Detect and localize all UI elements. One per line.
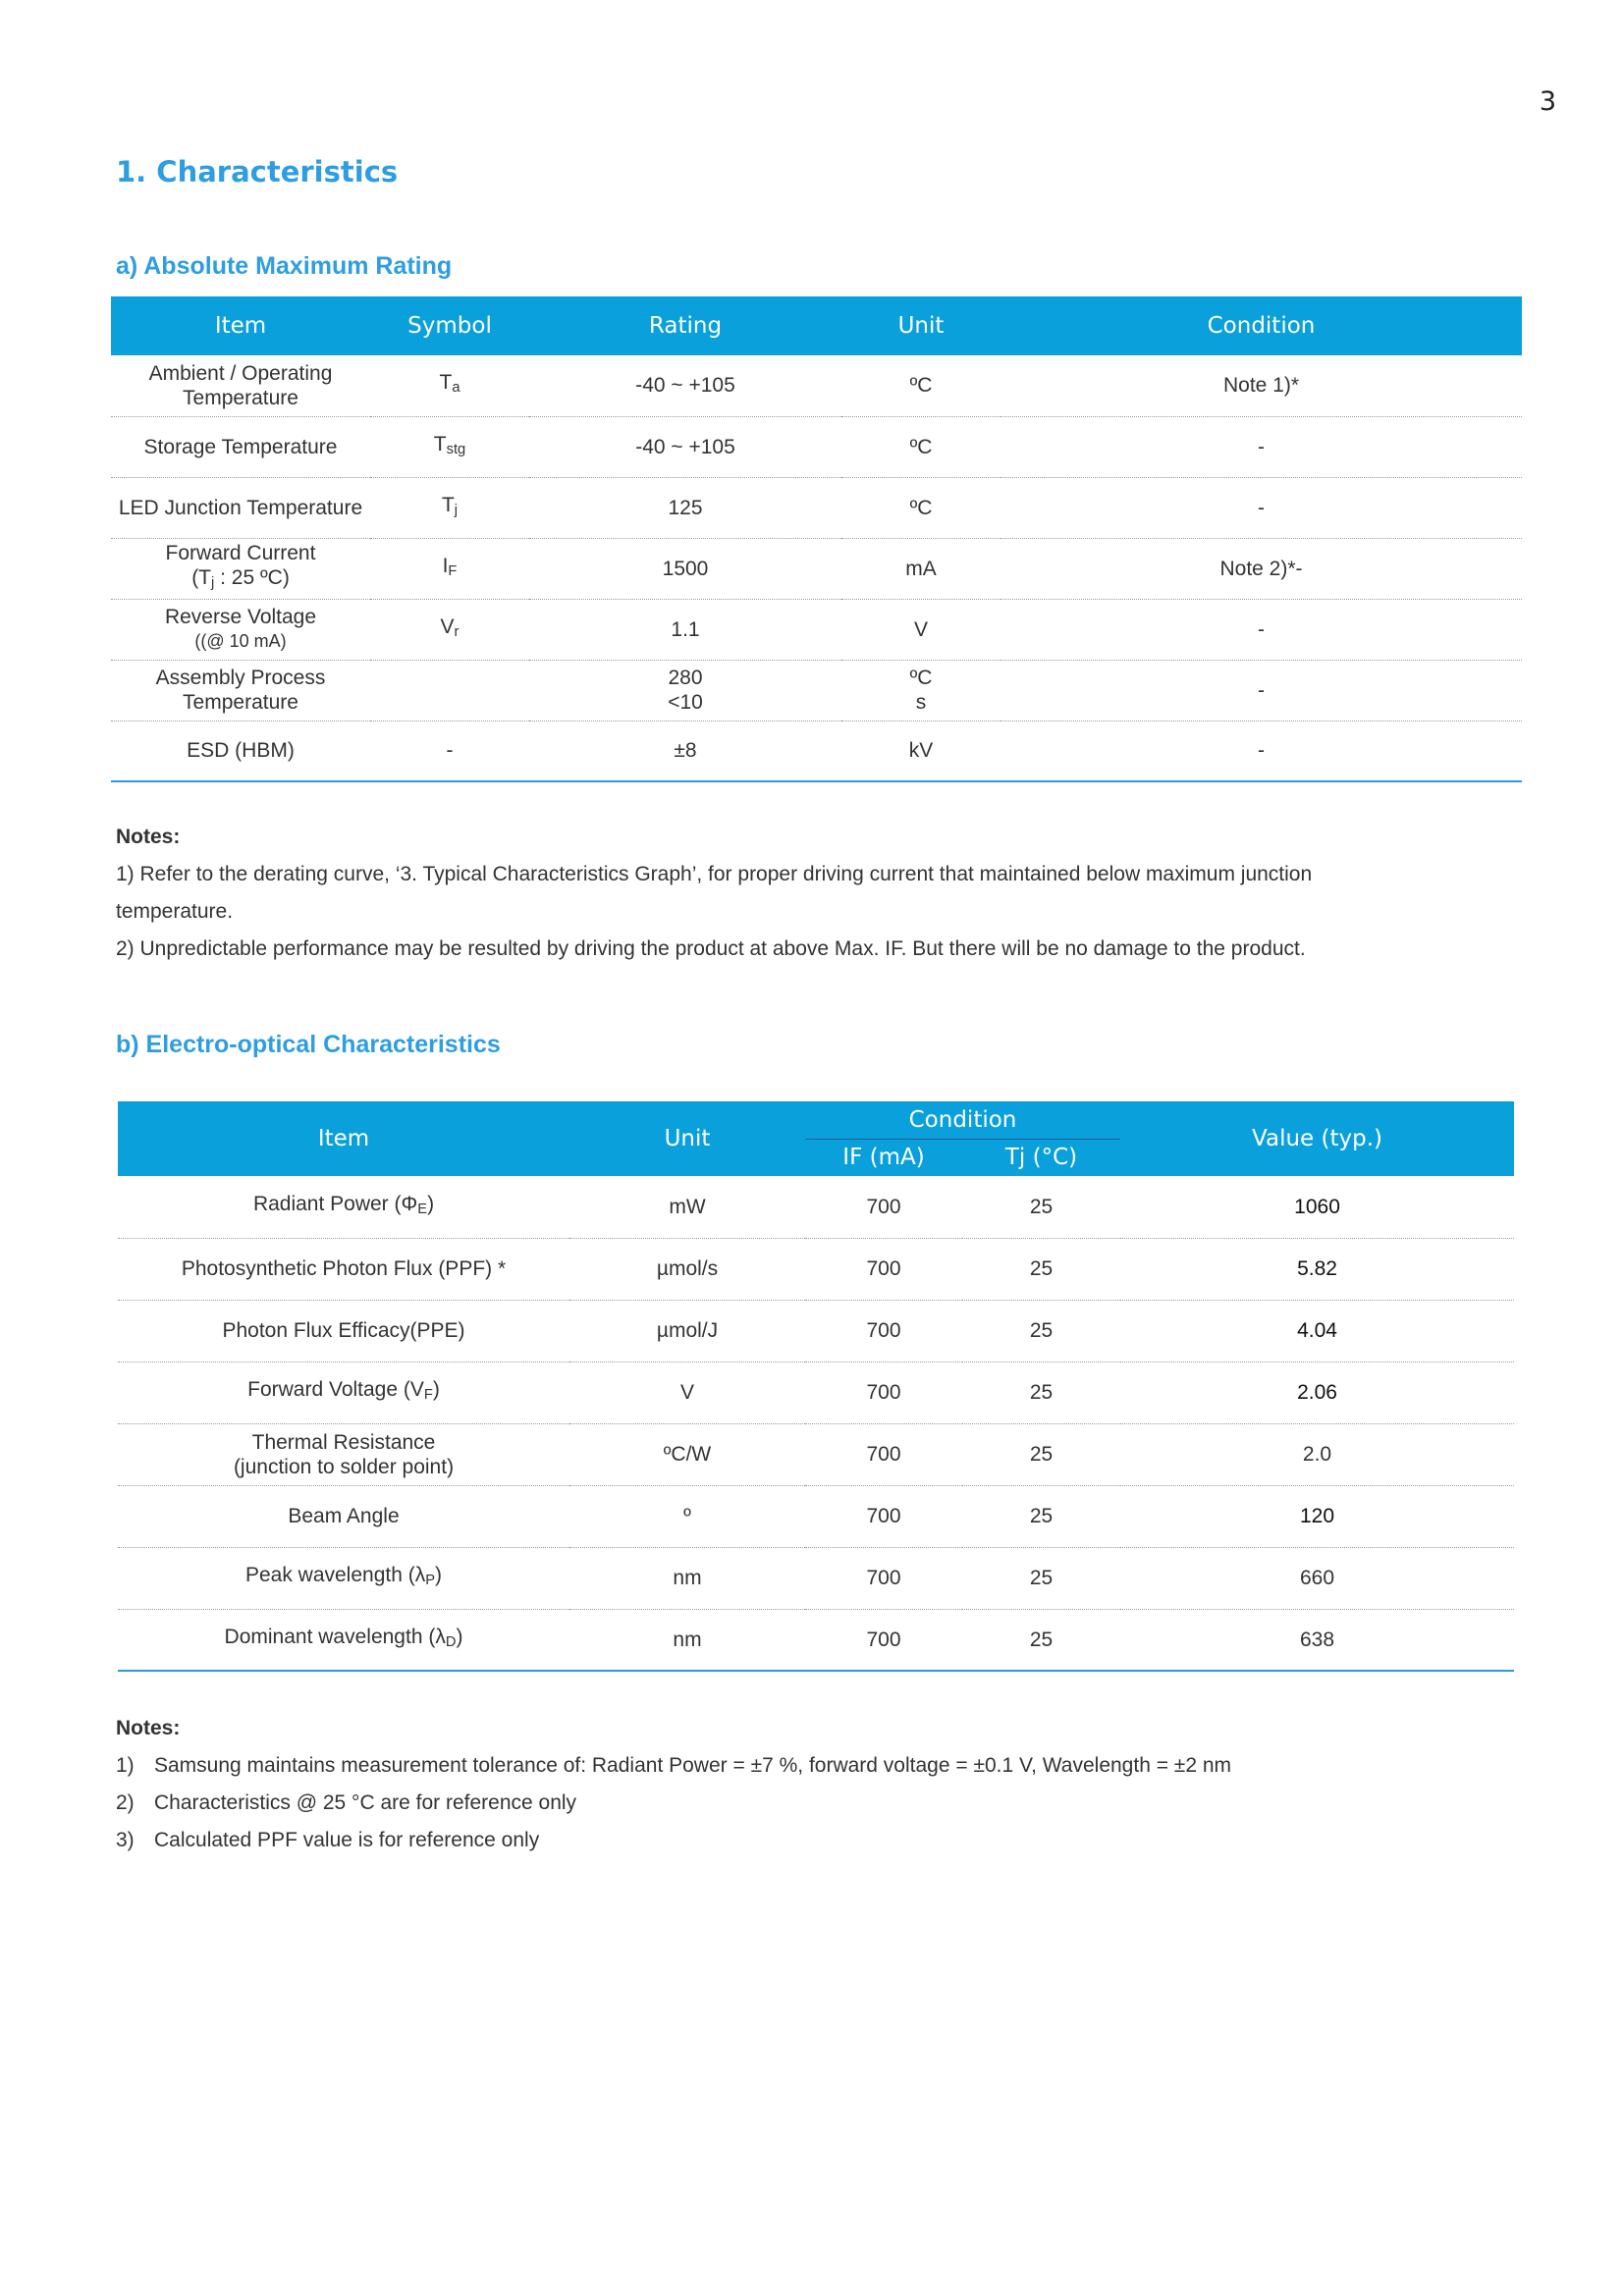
condition-cell: - — [1001, 721, 1522, 781]
electro-optical-table — [118, 1101, 1514, 1672]
item-cell: LED Junction Temperature — [111, 477, 370, 538]
rating-cell: ±8 — [529, 721, 841, 781]
if-cell: 700 — [805, 1176, 962, 1238]
absolute-max-notes — [116, 819, 1422, 968]
symbol-cell: $T_j$ — [370, 477, 529, 538]
symbol-cell: $T_{stg}$ — [370, 416, 529, 477]
value-cell: 2.0 — [1120, 1423, 1514, 1485]
page-number: 3 — [1539, 86, 1556, 117]
item-cell: Forward Voltage $(V_F)$ — [118, 1362, 569, 1423]
unit-cell: V — [569, 1362, 805, 1423]
table-row — [111, 538, 1522, 599]
unit-cell: ºC s — [841, 660, 1001, 721]
electro-optical-notes — [116, 1710, 1422, 1859]
item-cell: Ambient / Operating Temperature — [111, 355, 370, 416]
value-cell: 2.06 — [1120, 1362, 1514, 1423]
condition-cell: - — [1001, 477, 1522, 538]
table-header-row — [111, 296, 1522, 355]
rating-cell: 1.1 — [529, 599, 841, 660]
value-cell: 660 — [1120, 1547, 1514, 1609]
condition-cell: Note 2)*- — [1001, 538, 1522, 599]
value-cell: 638 — [1120, 1609, 1514, 1671]
table-row — [118, 1485, 1514, 1547]
if-cell: 700 — [805, 1362, 962, 1423]
note-item: 2) Unpredictable performance may be resulted by driving the product at above Max. IF. But there will be no damage to the product. — [116, 937, 1306, 960]
notes-heading: Notes: — [116, 826, 181, 848]
table-row — [111, 660, 1522, 721]
column-header: Value (typ.) — [1120, 1101, 1514, 1176]
column-header: IF (mA) — [805, 1139, 962, 1176]
column-header: Item — [111, 296, 370, 355]
column-header: Condition — [805, 1101, 1120, 1139]
table-row — [111, 477, 1522, 538]
unit-cell: mW — [569, 1176, 805, 1238]
unit-cell: ºC — [841, 416, 1001, 477]
rating-cell: -40 ~ +105 — [529, 355, 841, 416]
table-row — [111, 355, 1522, 416]
tj-cell: 25 — [962, 1485, 1120, 1547]
value-cell: 5.82 — [1120, 1238, 1514, 1300]
item-cell: Assembly Process Temperature — [111, 660, 370, 721]
condition-cell: - — [1001, 660, 1522, 721]
unit-cell: nm — [569, 1609, 805, 1671]
value-cell: 120 — [1120, 1485, 1514, 1547]
absolute-max-rating-title: a) Absolute Maximum Rating — [116, 252, 453, 280]
if-cell: 700 — [805, 1547, 962, 1609]
if-cell: 700 — [805, 1423, 962, 1485]
column-header: Rating — [529, 296, 841, 355]
table-row — [111, 416, 1522, 477]
column-header: Tj (°C) — [962, 1139, 1120, 1176]
table-row — [118, 1362, 1514, 1423]
symbol-cell: $I_F$ — [370, 538, 529, 599]
item-cell: Photosynthetic Photon Flux (PPF) * — [118, 1238, 569, 1300]
unit-cell: º — [569, 1485, 805, 1547]
condition-cell: Note 1)* — [1001, 355, 1522, 416]
rating-cell: -40 ~ +105 — [529, 416, 841, 477]
unit-cell: nm — [569, 1547, 805, 1609]
if-cell: 700 — [805, 1238, 962, 1300]
table-row — [118, 1547, 1514, 1609]
column-header: Symbol — [370, 296, 529, 355]
notes-heading: Notes: — [116, 1717, 181, 1739]
tj-cell: 25 — [962, 1238, 1120, 1300]
note-item: 2) Characteristics @ 25 °C are for reference only — [116, 1791, 577, 1814]
item-cell: Thermal Resistance (junction to solder point) — [118, 1423, 569, 1485]
table-row — [118, 1238, 1514, 1300]
item-cell: ESD (HBM) — [111, 721, 370, 781]
symbol-cell: - — [370, 721, 529, 781]
rating-cell: 1500 — [529, 538, 841, 599]
unit-cell: V — [841, 599, 1001, 660]
column-header: Unit — [841, 296, 1001, 355]
column-header: Condition — [1001, 296, 1522, 355]
table-row — [111, 599, 1522, 660]
table-row — [118, 1609, 1514, 1671]
item-cell: Storage Temperature — [111, 416, 370, 477]
column-header: Item — [118, 1101, 569, 1176]
condition-cell: - — [1001, 599, 1522, 660]
rating-cell: 280 <10 — [529, 660, 841, 721]
unit-cell: ºC/W — [569, 1423, 805, 1485]
if-cell: 700 — [805, 1485, 962, 1547]
unit-cell: mA — [841, 538, 1001, 599]
value-cell: 4.04 — [1120, 1300, 1514, 1362]
note-item: 1) Refer to the derating curve, ‘3. Typical Characteristics Graph’, for proper driving current that maintained below maximum junction temperature. — [116, 863, 1313, 923]
symbol-cell: $V_r$ — [370, 599, 529, 660]
tj-cell: 25 — [962, 1176, 1120, 1238]
value-cell: 1060 — [1120, 1176, 1514, 1238]
note-item: 1) Samsung maintains measurement tolerance of: Radiant Power = ±7 %, forward voltage = ±0.1 V, Wavelength = ±2 nm — [116, 1754, 1232, 1777]
absolute-max-rating-table — [111, 296, 1522, 782]
table-row — [118, 1423, 1514, 1485]
symbol-cell: $T_a$ — [370, 355, 529, 416]
tj-cell: 25 — [962, 1609, 1120, 1671]
symbol-cell — [370, 660, 529, 721]
if-cell: 700 — [805, 1300, 962, 1362]
electro-optical-title: b) Electro-optical Characteristics — [116, 1031, 501, 1058]
table-row — [118, 1300, 1514, 1362]
if-cell: 700 — [805, 1609, 962, 1671]
unit-cell: ºC — [841, 355, 1001, 416]
tj-cell: 25 — [962, 1547, 1120, 1609]
item-cell: Peak wavelength $(\lambda_P)$ — [118, 1547, 569, 1609]
unit-cell: ºC — [841, 477, 1001, 538]
item-cell: Photon Flux Efficacy(PPE) — [118, 1300, 569, 1362]
item-cell: Forward Current ($T_j$ : 25 ºC) — [111, 538, 370, 599]
rating-cell: 125 — [529, 477, 841, 538]
item-cell: Radiant Power $(\Phi_E)$ — [118, 1176, 569, 1238]
column-header: Unit — [569, 1101, 805, 1176]
condition-cell: - — [1001, 416, 1522, 477]
tj-cell: 25 — [962, 1300, 1120, 1362]
item-cell: Beam Angle — [118, 1485, 569, 1547]
section-title: 1. Characteristics — [116, 155, 399, 188]
table-row — [111, 721, 1522, 781]
unit-cell: µmol/J — [569, 1300, 805, 1362]
table-header-row — [118, 1101, 1514, 1139]
item-cell: Dominant wavelength $(\lambda_D)$ — [118, 1609, 569, 1671]
tj-cell: 25 — [962, 1423, 1120, 1485]
table-row — [118, 1176, 1514, 1238]
unit-cell: kV — [841, 721, 1001, 781]
item-cell: Reverse Voltage ((@ 10 mA) — [111, 599, 370, 660]
tj-cell: 25 — [962, 1362, 1120, 1423]
note-item: 3) Calculated PPF value is for reference only — [116, 1829, 540, 1851]
unit-cell: µmol/s — [569, 1238, 805, 1300]
